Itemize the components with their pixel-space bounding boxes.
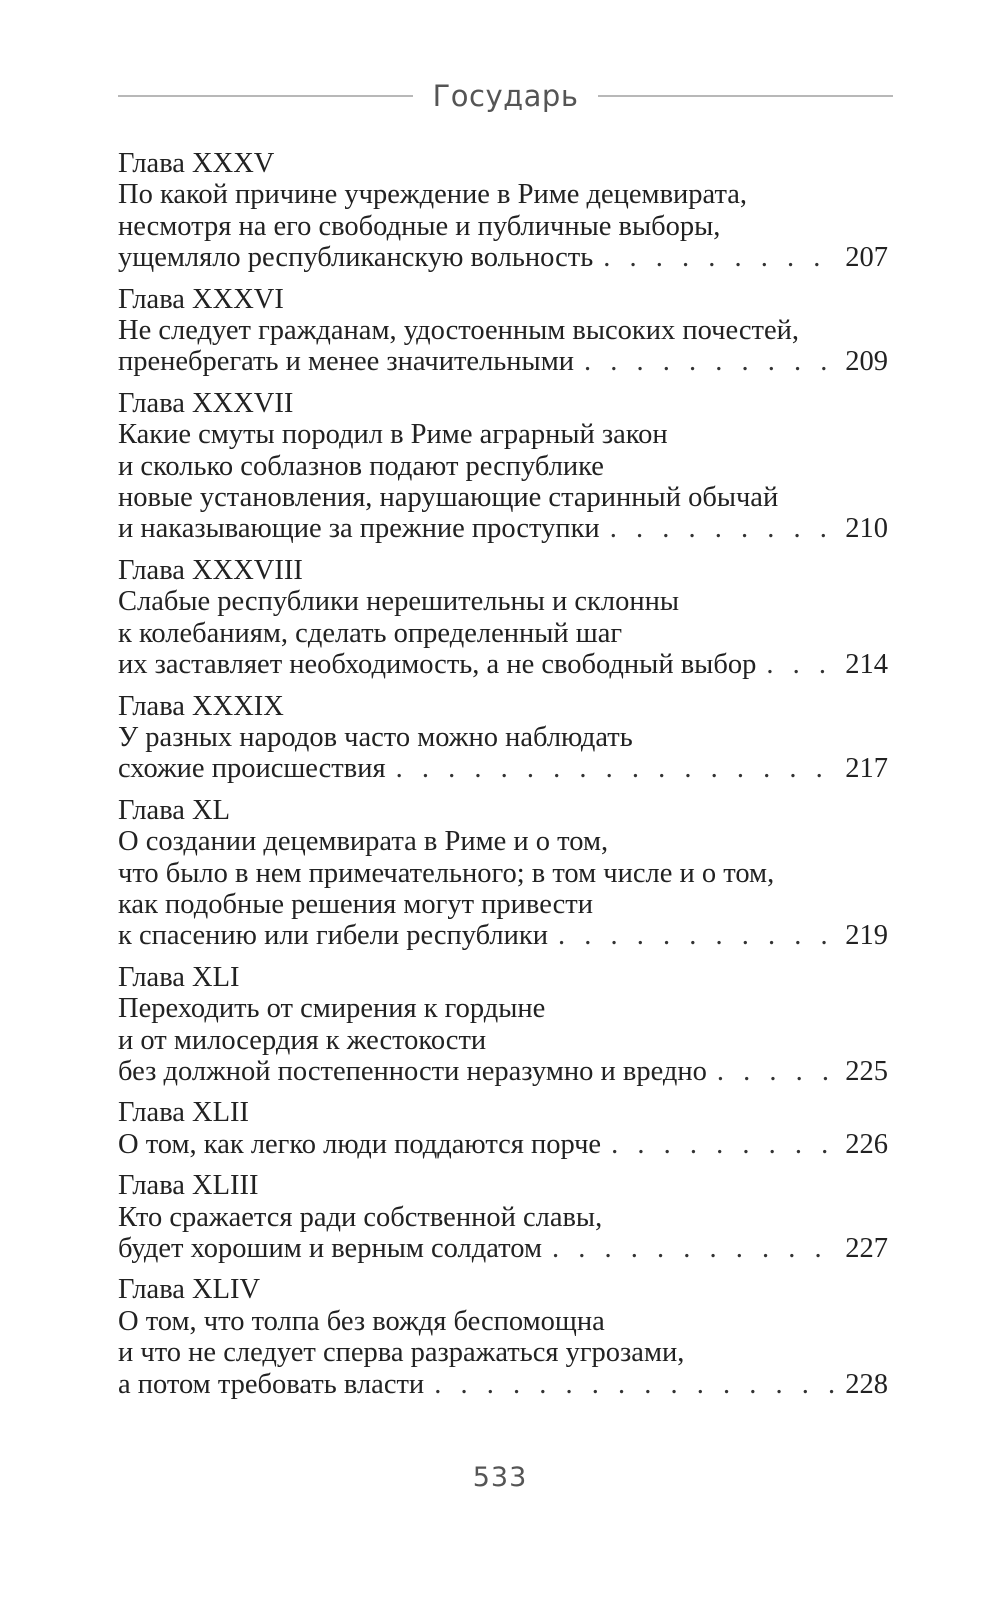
header-rule-left [118, 95, 413, 97]
chapter-title-line: будет хорошим и верным солдатом [118, 1233, 542, 1264]
chapter-title-line: несмотря на его свободные и публичные выборы, [118, 210, 721, 242]
chapter-title-line: О том, как легко люди поддаются порче [118, 1128, 602, 1160]
page-reference: 207 [845, 242, 888, 274]
toc-entry [118, 1170, 888, 1264]
toc-entry [118, 962, 888, 1088]
book-title: Государь [432, 79, 579, 113]
dot-leader [611, 1129, 834, 1160]
chapter-title-line: Какие смуты породил в Риме аграрный закон [118, 419, 668, 451]
chapter-heading: Глава XXXVI [118, 283, 284, 315]
chapter-title-line: По какой причине учреждение в Риме децемвирата, [118, 179, 748, 211]
page-reference: 217 [845, 753, 888, 785]
page-reference: 210 [845, 513, 888, 545]
chapter-title-line: Переходить от смирения к гордыне [118, 993, 546, 1025]
chapter-title-line: У разных народов часто можно наблюдать [118, 721, 633, 753]
page-reference: 219 [845, 920, 888, 952]
table-of-contents [118, 148, 888, 1410]
chapter-heading: Глава XLII [118, 1097, 250, 1129]
chapter-title-line: что было в нем примечательного; в том числе и о том, [118, 857, 775, 889]
chapter-title-line: к колебаниям, сделать определенный шаг [118, 617, 623, 649]
toc-entry [118, 795, 888, 952]
chapter-title-line: а потом требовать власти [118, 1368, 425, 1400]
page-reference: 209 [845, 346, 888, 378]
chapter-title-line: как подобные решения могут привести [118, 888, 593, 920]
chapter-title-last-line [118, 513, 888, 544]
dot-leader [552, 1233, 834, 1264]
dot-leader [584, 346, 834, 377]
running-header [118, 72, 893, 120]
page-reference: 226 [845, 1128, 888, 1160]
chapter-title-last-line [118, 346, 888, 377]
chapter-heading: Глава XLIII [118, 1170, 259, 1202]
dot-leader [558, 920, 834, 951]
chapter-heading: Глава XXXVIII [118, 554, 303, 586]
toc-entry [118, 284, 888, 378]
chapter-title-line: схожие происшествия [118, 753, 386, 785]
page-reference: 227 [845, 1233, 888, 1264]
dot-leader [610, 513, 834, 544]
chapter-title-line: и сколько соблазнов подают республике [118, 450, 604, 482]
page-reference: 228 [845, 1368, 888, 1400]
chapter-title-last-line [118, 1369, 888, 1400]
dot-leader [396, 753, 834, 784]
chapter-title-line: и наказывающие за прежние проступки [118, 513, 600, 545]
page-reference: 225 [845, 1055, 888, 1087]
toc-entry [118, 388, 888, 545]
page-reference: 214 [845, 649, 888, 681]
chapter-heading: Глава XLIV [118, 1274, 261, 1306]
toc-entry [118, 1274, 888, 1400]
chapter-title-line: новые установления, нарушающие старинный обычай [118, 482, 779, 514]
chapter-title-line: Не следует гражданам, удостоенным высоких почестей, [118, 315, 799, 347]
chapter-title-line: и от милосердия к жестокости [118, 1024, 487, 1056]
chapter-heading: Глава XXXIX [118, 690, 284, 722]
header-rule-right [598, 95, 893, 97]
chapter-title-line: без должной постепенности неразумно и вредно [118, 1055, 707, 1087]
chapter-title-last-line [118, 1233, 888, 1264]
dot-leader [766, 649, 834, 680]
chapter-title-last-line [118, 1056, 888, 1087]
dot-leader [434, 1369, 834, 1400]
chapter-title-line: О том, что толпа без вождя беспомощна [118, 1305, 605, 1337]
chapter-title-line: к спасению или гибели республики [118, 920, 549, 952]
chapter-title-line: их заставляет необходимость, а не свободный выбор [118, 649, 757, 681]
toc-entry [118, 148, 888, 274]
dot-leader [717, 1056, 834, 1087]
dot-leader [603, 242, 834, 273]
toc-entry [118, 555, 888, 681]
chapter-heading: Глава XL [118, 794, 231, 826]
chapter-heading: Глава XXXV [118, 148, 275, 179]
chapter-title-line: Слабые республики нерешительны и склонны [118, 586, 680, 618]
chapter-title-line: пренебрегать и менее значительными [118, 346, 574, 378]
chapter-title-last-line [118, 242, 888, 273]
chapter-title-line: О создании децемвирата в Риме и о том, [118, 826, 609, 858]
chapter-heading: Глава XXXVII [118, 387, 294, 419]
toc-entry [118, 691, 888, 785]
toc-entry [118, 1097, 888, 1160]
chapter-title-line: Кто сражается ради собственной славы, [118, 1201, 603, 1233]
chapter-title-last-line [118, 753, 888, 784]
chapter-title-last-line [118, 1129, 888, 1160]
chapter-title-line: и что не следует сперва разражаться угрозами, [118, 1337, 685, 1369]
chapter-title-last-line [118, 920, 888, 951]
chapter-title-line: ущемляло республиканскую вольность [118, 242, 594, 274]
page-number: 533 [472, 1462, 528, 1493]
chapter-title-last-line [118, 649, 888, 680]
chapter-heading: Глава XLI [118, 961, 240, 993]
